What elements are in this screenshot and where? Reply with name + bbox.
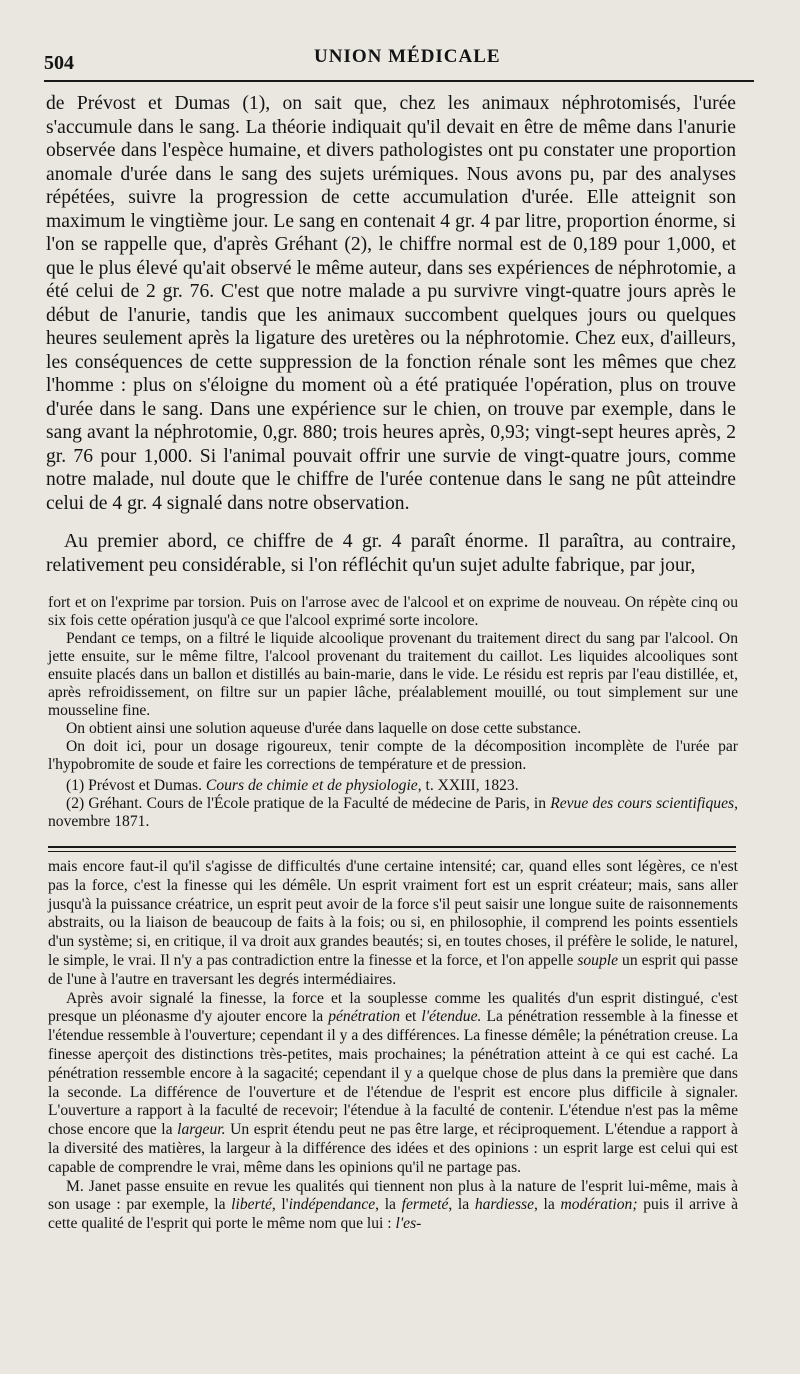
footnote-title: Cours de chimie et de physiologie [205,777,418,794]
text-run: , la [448,1196,470,1214]
emphasis: indépendance [288,1196,376,1214]
feuilleton-divider [48,846,736,852]
footnote-lead: Prévost et Dumas. [88,777,203,794]
text-run: , la [534,1196,555,1214]
note-paragraph: On obtient ainsi une solution aqueuse d'urée dans laquelle on dose cette substance. [66,720,582,737]
text-run: Un esprit étendu peut ne pas être large, et réciproquement. L'étendue a rapport à la diversité des matières, la largeur à la différence des idées et des opinions : un esprit large est celui qui est capable de comprendre le vrai, même dans les opinions qu'il ne partage pas. [48,1121,738,1176]
feuilleton-paragraph [48,990,738,1178]
text-run: M. Janet passe ensuite en revue les qualités qui tiennent non plus à la nature de l'esprit lui-même, mais à son usage : par exemple, la [48,1177,738,1214]
emphasis: l'étendue. [421,1008,482,1026]
emphasis: souple [577,951,619,969]
text-run: , la [375,1196,396,1214]
page-header [44,44,784,74]
footnote-tail: , novembre 1871. [48,795,738,830]
footnote-marker: (1) [66,777,85,794]
note-paragraph: On doit ici, pour un dosage rigoureux, tenir compte de la décomposition incomplète de l'urée par l'hypobromite de soude et faire les corrections de température et de pression. [48,738,738,773]
emphasis: modération; [560,1196,638,1214]
emphasis: l'es- [395,1215,422,1233]
text-run: , l' [271,1196,289,1214]
article-paragraph: de Prévost et Dumas (1), on sait que, chez les animaux néphrotomisés, l'urée s'accumule dans le sang. La théorie indiquait qu'il devait en être de même dans l'anurie observée dans l'espèce humaine, et divers pathologistes ont pu constater une proportion anomale d'urée dans le sang des sujets urémiques. Nous avons pu, par des analyses répétées, suivre la progression de cette accumulation d'urée. Elle atteignit son maximum le vingtième jour. Le sang en contenait 4 gr. 4 par litre, proportion énorme, si l'on se rappelle que, d'après Gréhant (2), le chiffre normal est de 0,189 pour 1,000, et que le plus élevé qu'ait observé le même auteur, dans ses expériences de néphrotomie, a été celui de 2 gr. 76. C'est que notre malade a pu survivre vingt-quatre jours après le début de l'anurie, tandis que les animaux succombent quelques jours ou quelques heures seulement après la ligature des uretères ou la néphrotomie. Chez eux, d'ailleurs, les conséquences de cette suppression de la fonction rénale sont les mêmes que chez l'homme : plus on s'éloigne du moment où a été pratiquée l'opération, plus on trouve d'urée dans le sang. Dans une expérience sur le chien, on trouve par exemple, dans le sang avant la néphrotomie, 0,gr. 880; trois heures après, 0,93; vingt-sept heures après, 2 gr. 76 pour 1,000. Si l'animal pouvait offrir une survie de vingt-quatre jours, comme notre malade, nul doute que le chiffre de l'urée contenue dans le sang ne pût atteindre celui de 4 gr. 4 signalé dans notre observation. [46,93,736,514]
emphasis: fermeté [401,1196,449,1214]
feuilleton-paragraph [48,858,738,990]
footnote-marker: (2) [66,795,85,812]
emphasis: liberté [231,1196,272,1214]
text-run: mais encore faut-il qu'il s'agisse de difficultés d'une certaine intensité; car, quand elles sont légères, ce n'est pas la force, c'est la finesse qui les démêle. Un esprit vraiment fort est un esprit créateur; mais, sans aller jusqu'à la puissance créatrice, un esprit peut avoir de la force s'il peut saisir une longue suite de raisonnements abstraits, ou la liaison de beaucoup de faits à la fois; ou si, en philosophie, il comprend les points essentiels d'un système; si, en critique, il va droit aux grandes beautés; si, en toutes choses, il préfère le solide, le naturel, le simple, le vrai. Il n'y a pas contradiction entre la finesse et la force, et l'on appelle [48,858,738,969]
page-number: 504 [44,52,74,74]
feuilleton-paragraph [48,1178,738,1234]
text-run: et [405,1008,417,1026]
emphasis: pénétration [328,1008,401,1026]
text-run: un esprit qui passe de l'une à l'autre en traversant les degrés intermédiaires. [48,951,739,988]
footnote-tail: , t. XXIII, 1823. [417,777,519,794]
emphasis: hardiesse [474,1196,535,1214]
running-title: UNION MÉDICALE [314,46,501,67]
divider-rule [48,846,736,848]
footnote-lead: Gréhant. Cours de l'École pratique de la Faculté de médecine de Paris, in [88,795,547,812]
text-run: puis il arrive à cette qualité de l'esprit qui porte le même nom que lui : [48,1196,739,1233]
article-paragraph: Au premier abord, ce chiffre de 4 gr. 4 paraît énorme. Il paraîtra, au contraire, relativement peu considérable, si l'on réfléchit qu'un sujet adulte fabrique, par jour, [46,531,736,576]
note-paragraph: fort et on l'exprime par torsion. Puis on l'arrose avec de l'alcool et on exprime de nouveau. On répète cinq ou six fois cette opération jusqu'à ce que l'alcool exprimé sorte incolore. [48,594,738,629]
text-run: La pénétration ressemble à la finesse et l'étendue ressemble à l'ouverture; cependant il y a des différences. La finesse démêle; la pénétration creuse. La finesse aperçoit des distinctions très-petites, mais prochaines; la pénétration atteint à ce qui est caché. La pénétration ressemble encore à la sagacité; cependant il y a quelque chose de plus dans la première que dans la seconde. La différence de l'ouverture et de l'étendue de l'esprit est encore plus difficile à signaler. L'ouverture a rapport à la faculté de recevoir; l'étendue à la faculté de contenir. L'étendue n'est pas la même chose encore que la [48,1008,739,1139]
header-rule [44,80,754,82]
emphasis: largeur. [177,1121,226,1139]
text-run: Après avoir signalé la finesse, la force et la souplesse comme les qualités d'un esprit distingué, c'est presque un pléonasme d'y ajouter encore la [48,989,738,1026]
feuilleton-text [48,858,738,1234]
footnote-title: Revue des cours scientifiques [550,795,735,812]
note-paragraph: Pendant ce temps, on a filtré le liquide alcoolique provenant du traitement direct du sang par l'alcool. On jette ensuite, sur le même filtre, l'alcool provenant du traitement du caillot. Les liquides alcooliques sont ensuite placés dans un ballon et distillés au bain-marie, dans le vide. Le résidu est repris par l'eau distillée, et, après refroidissement, on filtre sur un papier lâche, préalablement mouillé, ou tout simplement sur une mousseline fine. [48,630,738,719]
footnote [48,777,738,795]
notes-section [48,594,738,831]
footnote [48,795,738,831]
divider-rule [48,851,736,852]
main-article-text [46,92,736,577]
